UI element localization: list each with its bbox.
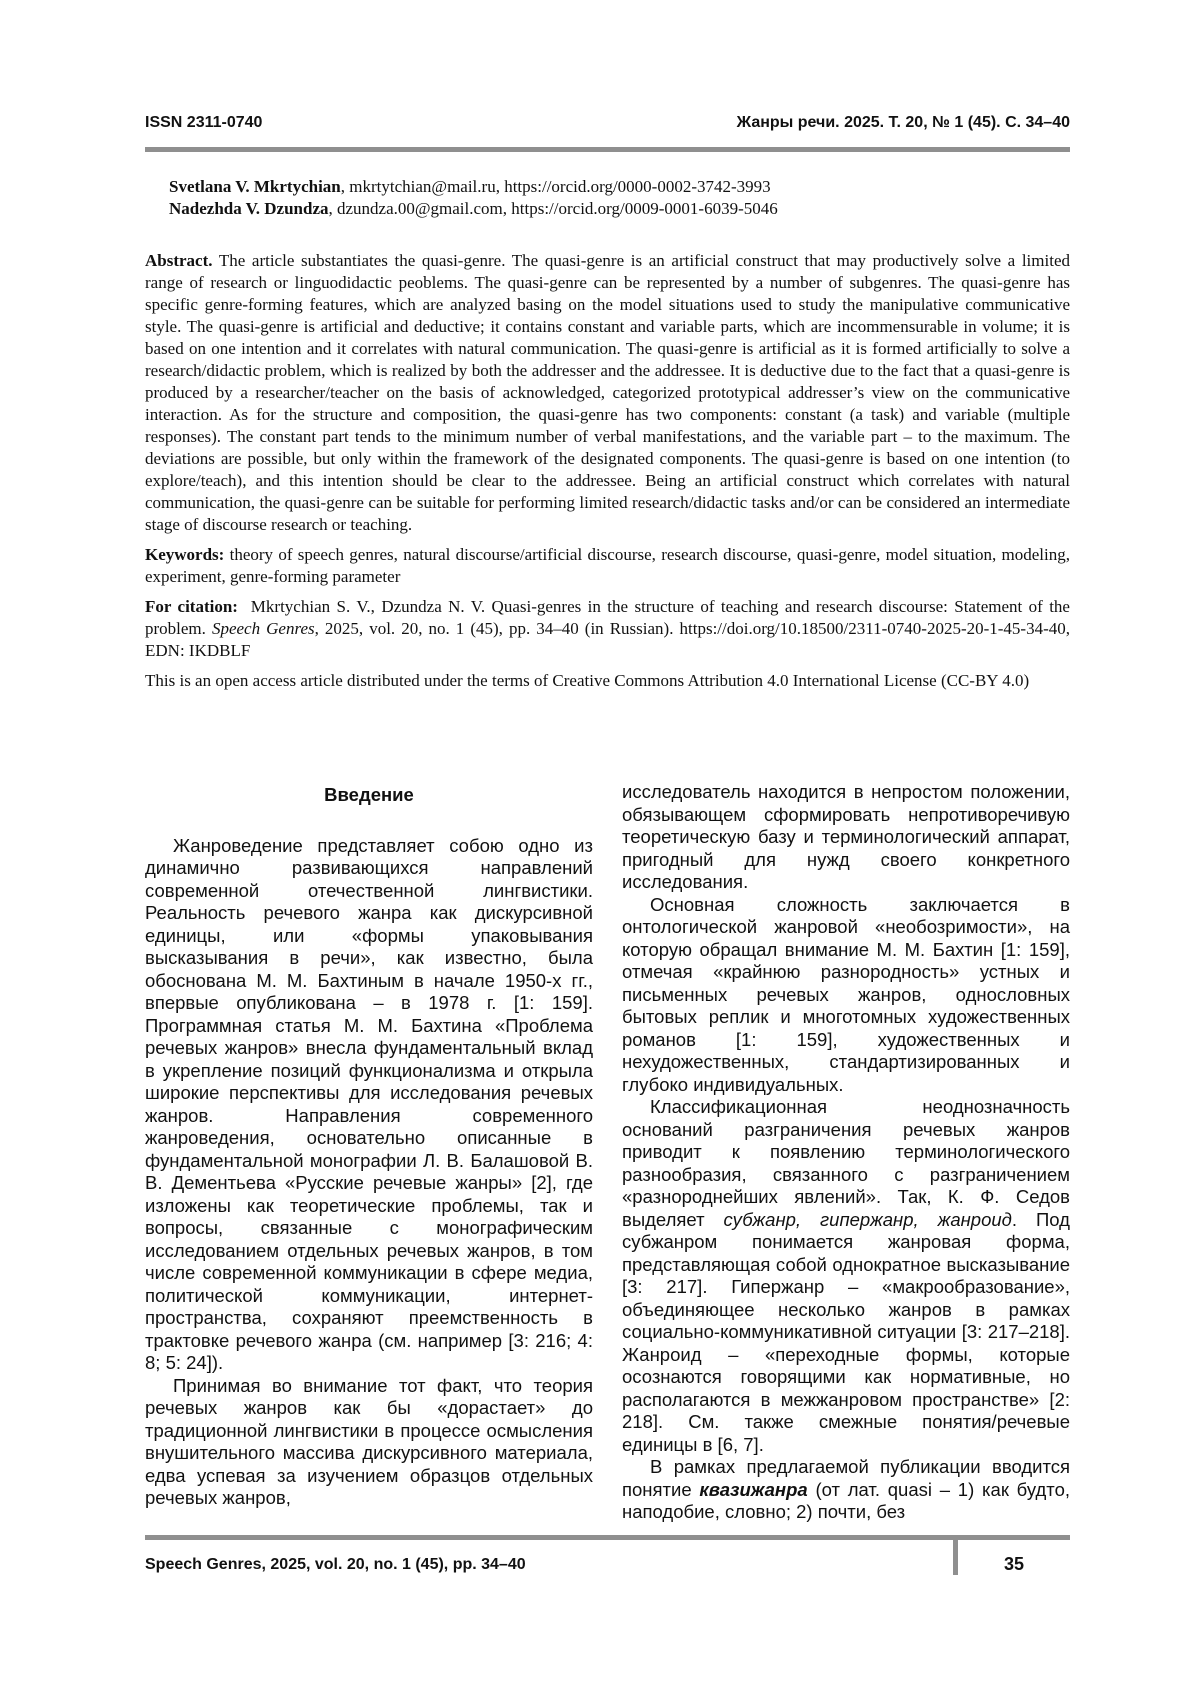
paragraph: Основная сложность заключается в онтологической жанровой «необозримости», на которую обращал внимание М. М. Бахтин [1: 159], отмечая «крайнюю разнородность» устных и письменных речевых жанров, однословных бытовых реплик и многотомных художественных романов [1: 159], художественных и нехудожественных, стандартизированных и глубоко индивидуальных. — [622, 893, 1070, 1095]
abstract — [145, 250, 1070, 536]
abstract-text: The article substantiates the quasi-genre. The quasi-genre is an artificial construct that may productively solve a limited range of research or linguodidactic peoblems. The quasi-genre can be represented by a number of subgenres. The quasi-genre has specific genre-forming features, which are analyzed basing on the model situations used to study the manipulative communicative style. The quasi-genre is artificial and deductive; it contains constant and variable parts, which are incommensurable in volume; it is based on one intention and it correlates with natural communication. The quasi-genre is artificial as it is formed artificially to solve a research/didactic problem, which is realized by both the addresser and the addressee. It is deductive due to the fact that a quasi-genre is produced by a researcher/teacher on the basis of acknowledged, categorized prototypical addresser’s view on the communicative interaction. As for the structure and composition, the quasi-genre has two components: constant (a task) and variable (multiple responses). The constant part tends to the minimum number of verbal manifestations, and the variable part – to the maximum. The deviations are possible, but only within the framework of the designated components. The quasi-genre is based on one intention (to explore/teach), and this intention should be clear to the addressee. Being an artificial construct which correlates with natural communication, the quasi-genre can be suitable for performing limited research/didactic tasks and/or can be considered an intermediate stage of discourse research or teaching. — [145, 251, 1070, 534]
page-number: 35 — [1003, 1554, 1025, 1574]
header-rule — [145, 147, 1070, 152]
citation-after: , 2025, vol. 20, no. 1 (45), pp. 34–40 (in Russian). https://doi.org/10.18500/2311-0740-2025-20-1-45-34-40, EDN: IKDBLF — [145, 619, 1071, 660]
text-run: (от лат. quasi – 1) как будто, наподобие, словно; 2) почти, без — [622, 1478, 1070, 1522]
paragraph — [622, 1456, 1070, 1524]
text-run: . Под субжанром понимается жанровая форма, представляющая собой однократное высказывание [3: 217]. Гипержанр – «макрообразование», объединяющее несколько жанров в рамках социально-коммуникативной ситуации [3: 217–218]. Жанроид – «переходные формы, которые осознаются говорящими как нормативные, но располагаются в межжанровом пространстве» [2: 218]. См. также смежные понятия/речевые единицы в [6, 7]. — [622, 1208, 1070, 1455]
author-2 — [169, 198, 1069, 220]
text-run: В рамках предлагаемой публикации вводится понятие — [622, 1456, 1070, 1500]
citation-before: Mkrtychian S. V., Dzundza N. V. Quasi-genres in the structure of teaching and research discourse: Statement of the problem. — [145, 597, 1070, 638]
author-list — [169, 176, 1069, 220]
right-column — [622, 781, 1070, 1524]
text-run: Классификационная неоднозначность оснований разграничения речевых жанров приводит к появлению терминологического разнообразия, связанного с разграничением «разнороднейших явлений». Так, К. Ф. Седов выделяет — [622, 1096, 1070, 1230]
paragraph: Принимая во внимание тот факт, что теория речевых жанров как бы «дорастает» до традиционной лингвистики в процессе осмысления внушительного массива дискурсивного материала, едва успевая за изучением образцов отдельных речевых жанров, — [145, 1374, 593, 1508]
paragraph: Жанроведение представляет собою одно из динамично развивающихся направлений современной отечественной лингвистики. Реальность речевого жанра как дискурсивной единицы, или «формы упаковывания высказывания в речи», как известно, была обоснована М. М. Бахтиным в начале 1950-х гг., впервые опубликована – в 1978 г. [1: 159]. Программная статья М. М. Бахтина «Проблема речевых жанров» внесла фундаментальный вклад в укрепление позиций функционализма и открыла широкие перспективы для исследования речевых жанров. Направления современного жанроведения, основательно описанные в фундаментальной монографии Л. В. Балашовой В. В. Дементьева «Русские речевые жанры» [2], где изложены как теоретические проблемы, так и вопросы, связанные с монографическим исследованием отдельных речевых жанров, в том числе современной коммуникации в сфере медиа, политической коммуникации, интернет-пространства, сохраняют преемственность в трактовке речевого жанра (см. например [3: 216; 4: 8; 5: 24]). — [145, 834, 593, 1373]
italic-terms: субжанр, гипержанр, жанроид — [723, 1208, 1012, 1230]
keywords — [145, 544, 1070, 588]
left-column — [145, 784, 593, 1510]
journal-reference: Жанры речи. 2025. Т. 20, № 1 (45). С. 34–40 — [736, 114, 1070, 131]
footer-rule — [145, 1535, 1070, 1540]
issn: ISSN 2311-0740 — [145, 114, 263, 131]
section-heading: Введение — [324, 784, 414, 805]
license-notice: This is an open access article distributed under the terms of Creative Commons Attribution 4.0 International License (CC-BY 4.0) — [145, 671, 1030, 690]
keywords-label: Keywords: — [145, 545, 225, 564]
author-2-name: Nadezhda V. Dzundza — [169, 199, 329, 218]
citation-label: For citation: — [145, 597, 238, 616]
keywords-text: theory of speech genres, natural discourse/artificial discourse, research discourse, quasi-genre, model situation, modeling, experiment, genre-forming parameter — [145, 545, 1070, 586]
article-metadata — [145, 250, 1070, 700]
author-1-name: Svetlana V. Mkrtychian — [169, 177, 341, 196]
author-2-contacts: , dzundza.00@gmail.com, https://orcid.org/0009-0001-6039-5046 — [328, 199, 778, 218]
running-header — [145, 114, 1070, 132]
author-1-contacts: , mkrtytchian@mail.ru, https://orcid.org/0000-0002-3742-3993 — [340, 177, 771, 196]
footer-journal: Speech Genres, 2025, vol. 20, no. 1 (45), pp. 34–40 — [145, 1556, 526, 1573]
paragraph — [622, 1096, 1070, 1456]
key-term: квазижанра — [699, 1478, 808, 1500]
abstract-label: Abstract. — [145, 251, 213, 270]
citation — [145, 596, 1070, 662]
paragraph: исследователь находится в непростом положении, обязывающем сформировать непротиворечивую теоретическую базу и терминологический аппарат, пригодный для нужд своего конкретного исследования. — [622, 781, 1070, 892]
citation-journal: Speech Genres — [211, 619, 315, 638]
author-1 — [169, 176, 1069, 198]
